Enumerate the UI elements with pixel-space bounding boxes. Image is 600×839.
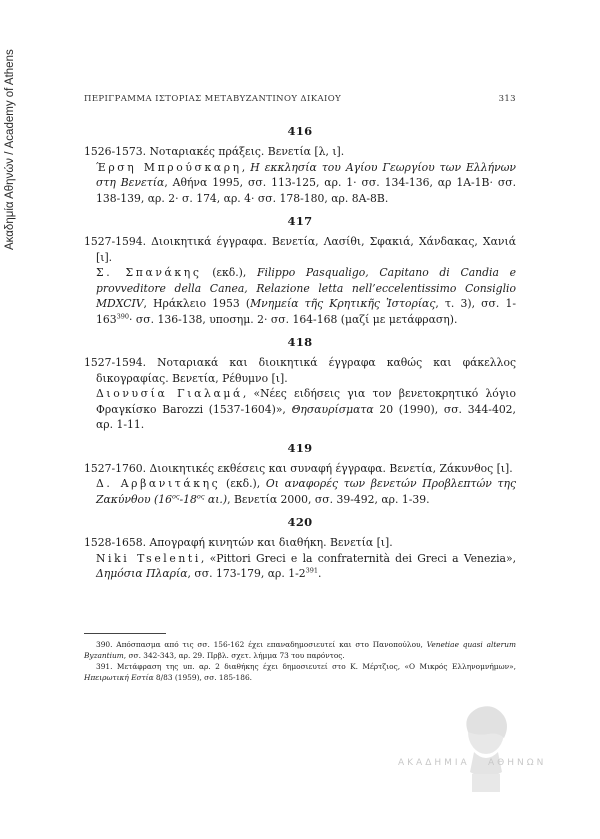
ordinal-superscript: ος xyxy=(196,491,205,500)
entry-number: 416 xyxy=(287,124,313,138)
entry-heading: 1526-1573. Νοταριακές πράξεις. Βενετία [λ, ι]. xyxy=(84,145,345,158)
entry-420 xyxy=(84,515,516,582)
footnote-title: Venetiae quasi alterum Byzantium xyxy=(84,640,516,660)
ref-details: . xyxy=(318,567,322,580)
ref-title: Filippo Pasqualigo, Capitano di Candia e provveditore della Canea, Relazione letta nell’eccelentissimo Consiglio MDXCIV xyxy=(96,266,516,310)
footnote-text: 390. Απόσπασμα από τις σσ. 156-162 έχει επαναδημοσιευτεί και στο Πανοπούλου, xyxy=(96,640,427,649)
entries-list xyxy=(84,118,516,590)
ref-author: Δ. Αρβανιτάκης xyxy=(96,477,221,490)
entry-number: 420 xyxy=(287,515,313,529)
entry-reference: Έρση Μπρούσκαρη, Η εκκλησία του Αγίου Γεωργίου των Ελλήνων στη Βενετία, Αθήνα 1995, σσ. 113-125, αρ. 1· σσ. 134-136, αρ 1Α-1Β· σσ. 138-139, αρ. 2· σ. 174, αρ. 4· σσ. 178-180, αρ. 8Α-8Β. xyxy=(96,160,516,205)
footnote-391 xyxy=(84,661,516,683)
entry-number: 419 xyxy=(287,440,313,455)
entry-heading: 1527-1594. Νοταριακά και διοικητικά έγγραφα καθώς και φάκελλος δικογραφίας. Βενετία, Ρέθυμνο [ι]. xyxy=(84,356,516,385)
archive-side-label: Ακαδημία Αθηνών / Academy of Athens xyxy=(4,49,16,250)
footnote-text: , σσ. 342-343, αρ. 29. Πρβλ. σχετ. λήμμα 73 του παρόντος. xyxy=(123,651,345,660)
footnote-marker[interactable]: 390 xyxy=(116,311,130,320)
ref-title-text: Οι αναφορές των βενετών Προβλεπτών της Ζακύνθου (16 xyxy=(96,477,516,506)
ref-author: Έρση Μπρούσκαρη xyxy=(96,160,242,174)
ref-journal: Δημόσια Πλαρία xyxy=(96,567,188,580)
entry-reference xyxy=(84,265,516,327)
entry-number: 417 xyxy=(287,214,313,228)
entry-reference xyxy=(84,386,516,433)
footnote-divider xyxy=(84,633,166,634)
ref-author: Διονυσία Γιαλαμά xyxy=(96,387,243,400)
footnote-text: 391. Μετάφραση της υπ. αρ. 2 διαθήκης έχει δημοσιευτεί στο Κ. Μέρτζιος, «Ο Μικρός Ελληνομνήμων», xyxy=(96,662,516,671)
footnote-390 xyxy=(84,639,516,661)
ref-details: , Αθήνα 1995, σσ. 113-125, αρ. 1· σσ. 134-136, αρ 1Α-1Β· σσ. 138-139, αρ. 2· σ. 174, αρ. 4· σσ. 178-180, αρ. 8Α-8Β. xyxy=(96,176,516,205)
ref-article: , «Νέες ειδήσεις για τον βενετοκρητικό λόγιο Φραγκίσκο Barozzi (1537-1604)», xyxy=(96,387,516,416)
ref-details: , Βενετία 2000, σσ. 39-492, αρ. 1-39. xyxy=(227,492,430,506)
footnote-title: Ηπειρωτική Εστία xyxy=(84,673,154,682)
ref-journal: Θησαυρίσματα xyxy=(291,402,374,416)
watermark-text-left: ΑΚΑΔΗΜΙΑ xyxy=(398,758,470,768)
ref-author: Niki Tselenti xyxy=(96,551,201,565)
academy-seal-watermark-icon xyxy=(448,702,524,798)
ref-author: Σ. Σπανάκης xyxy=(96,266,202,279)
footnote-text: 8/83 (1959), σσ. 185-186. xyxy=(153,673,252,682)
ref-title: Η εκκλησία του Αγίου Γεωργίου των Ελλήνων στη Βενετία xyxy=(96,160,516,189)
entry-reference xyxy=(84,476,516,507)
entry-418 xyxy=(84,335,516,433)
ref-series: Μνημεία τῆς Κρητικῆς Ἱστορίας xyxy=(250,297,436,310)
ref-pages: , τ. 3), σσ. 1-163 xyxy=(96,297,516,326)
watermark-text-right: ΑΘΗΝΩΝ xyxy=(488,758,547,768)
entry-417 xyxy=(84,214,516,327)
ref-author-suffix: (εκδ.), xyxy=(201,266,258,279)
entry-419 xyxy=(84,441,516,508)
footnotes xyxy=(84,633,516,683)
page-number: 313 xyxy=(498,94,516,104)
ordinal-superscript: ος xyxy=(171,491,180,500)
entry-heading: 1527-1594. Διοικητικά έγγραφα. Βενετία, Λασίθι, Σφακιά, Χάνδακας, Χανιά [ι]. xyxy=(84,235,516,264)
running-title: ΠΕΡΙΓΡΑΜΜΑ ΙΣΤΟΡΙΑΣ ΜΕΤΑΒΥΖΑΝΤΙΝΟΥ ΔΙΚΑΙΟΥ xyxy=(84,94,342,104)
entry-heading: 1527-1760. Διοικητικές εκθέσεις και συναφή έγγραφα. Βενετία, Ζάκυνθος [ι]. xyxy=(84,461,513,475)
ref-title-text: -18 xyxy=(179,492,197,506)
running-header xyxy=(84,94,516,108)
entry-416 xyxy=(84,124,516,206)
ref-title-text: αι.) xyxy=(204,492,228,506)
entry-number: 418 xyxy=(287,335,313,349)
ref-pages: , σσ. 173-179, αρ. 1-2 xyxy=(187,567,306,580)
entry-reference xyxy=(84,551,516,582)
entry-heading: 1528-1658. Απογραφή κινητών και διαθήκη. Βενετία [ι]. xyxy=(84,536,393,549)
ref-details: 20 (1990), σσ. 344-402, αρ. 1-11. xyxy=(96,402,516,431)
ref-details: · σσ. 136-138, υποσημ. 2· σσ. 164-168 (μαζί με μετάφραση). xyxy=(129,312,458,326)
footnote-marker[interactable]: 391 xyxy=(305,566,319,575)
ref-article: , «Pittori Greci e la confraternità dei Greci a Venezia», xyxy=(200,551,516,565)
ref-place: , Ηράκλειο 1953 ( xyxy=(143,297,251,310)
ref-author-suffix: (εκδ.), xyxy=(220,477,266,490)
